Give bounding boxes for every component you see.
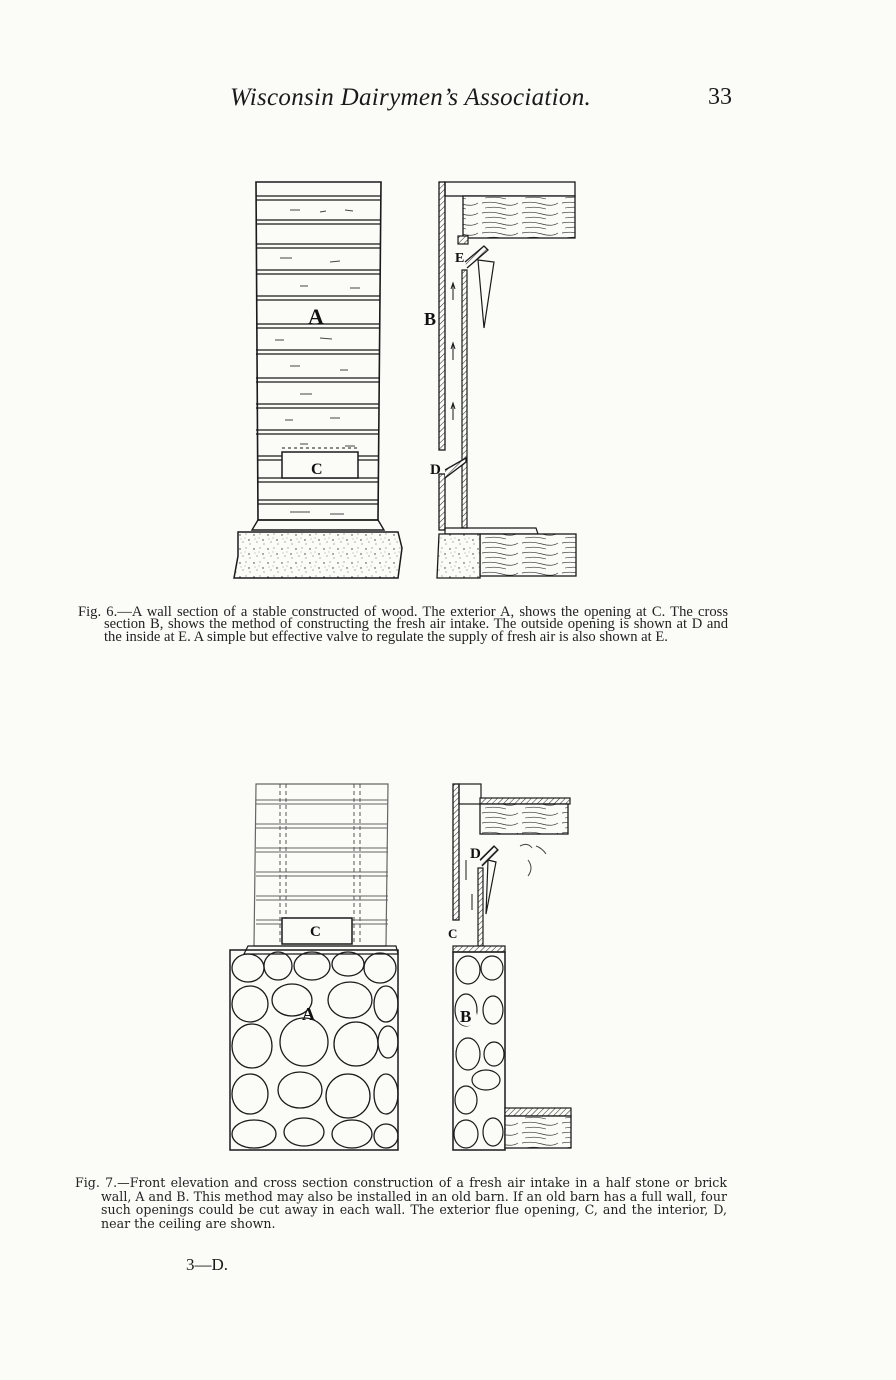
fig6-label-a: A — [308, 304, 324, 329]
fig7-front-elevation — [230, 784, 398, 1150]
figure-7-caption — [75, 1176, 727, 1230]
fig6-label-d: D — [430, 462, 441, 478]
fig7-label-b: B — [460, 1007, 472, 1026]
fig6-cross-section — [437, 182, 576, 578]
fig6-label-b: B — [424, 309, 437, 329]
fig6-front-elevation — [234, 182, 402, 578]
page-number: 33 — [708, 84, 732, 110]
fig7-label-c: C — [310, 924, 321, 940]
figure-6-caption — [78, 606, 728, 643]
fig7-label-d: D — [470, 846, 481, 862]
fig6-label-c: C — [311, 461, 323, 478]
fig7-label-a: A — [302, 1004, 315, 1024]
fig6-label-e: E — [455, 251, 465, 266]
signature-mark: 3—D. — [186, 1255, 229, 1274]
figure-6-caption-text: Fig. 6.—A wall section of a stable constructed of wood. The exterior A, shows the opening at C. The cross section B, shows the method of constructing the fresh air intake. The outside opening is shown at D and the inside at E. A simple but effective valve to regulate the supply of fresh air is also shown at E. — [78, 604, 728, 645]
fig7-label-c-section: C — [448, 926, 458, 941]
fig7-cross-section — [453, 784, 571, 1150]
figure-7 — [230, 784, 571, 1150]
figure-7-caption-text: Fig. 7.—Front elevation and cross section construction of a fresh air intake in a half stone or brick wall, A and B. This method may also be installed in an old barn. If an old barn has a full wall, four such openings could be cut away in each wall. The exterior flue opening, C, and the interior, D, near the ceiling are shown. — [75, 1175, 727, 1231]
running-title: Wisconsin Dairymen’s Association. — [230, 84, 592, 111]
figure-6 — [234, 182, 576, 578]
